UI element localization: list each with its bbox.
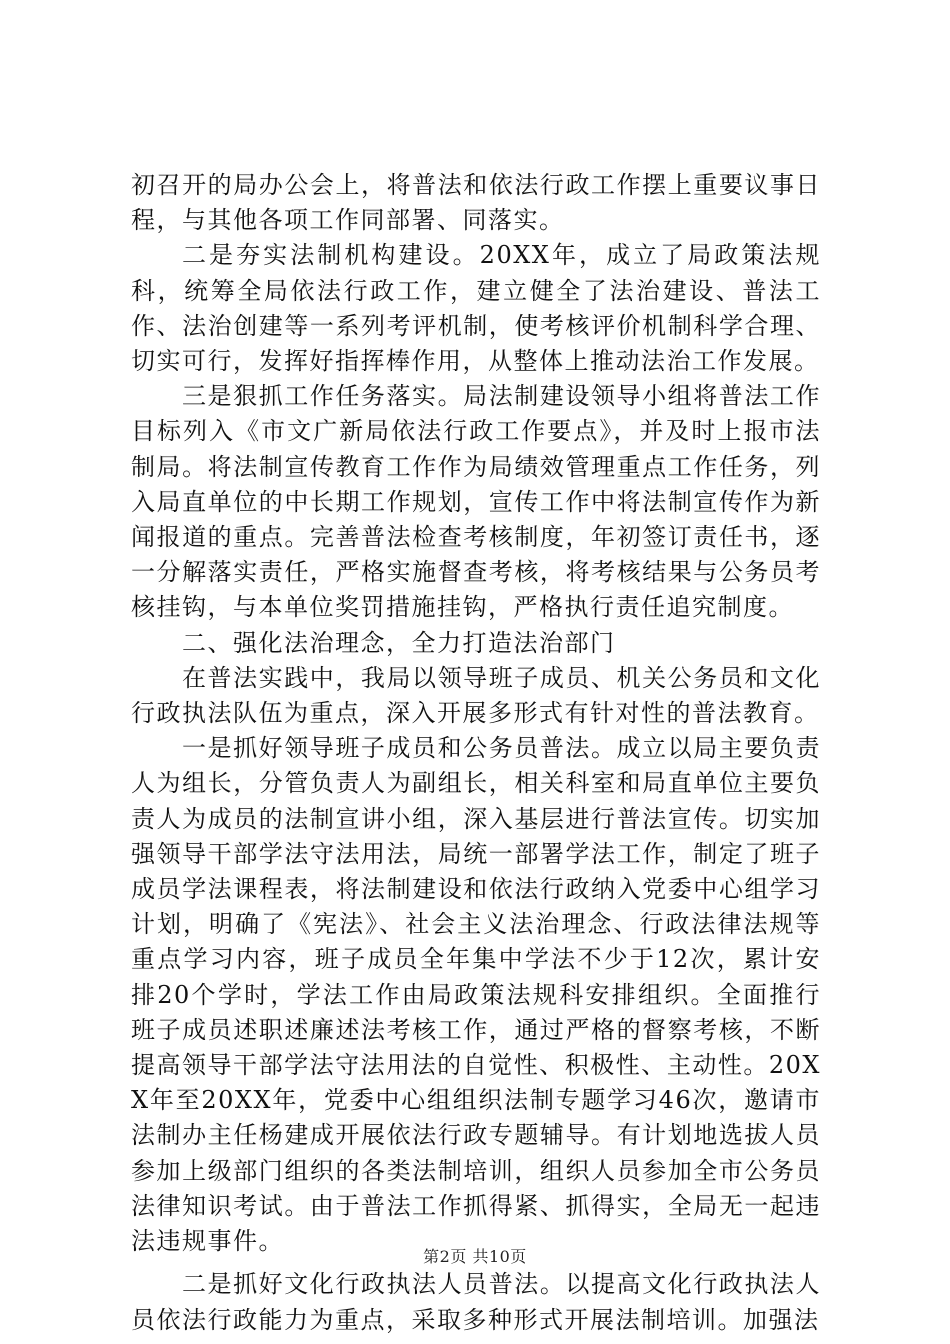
section-heading: 二、强化法治理念，全力打造法治部门 bbox=[182, 628, 616, 657]
paragraph-practice-intro: 在普法实践中，我局以领导班子成员、机关公务员和文化行政执法队伍为重点，深入开展多形式有针对性的普法教育。 bbox=[131, 663, 821, 728]
paragraph-legal-institution: 二是夯实法制机构建设。20XX年，成立了局政策法规科，统筹全局依法行政工作，建立健全了法治建设、普法工作、法治创建等一系列考评机制，使考核评价机制科学合理、切实可行，发挥好指挥棒作用，从整体上推动法治工作发展。 bbox=[131, 241, 821, 376]
paragraph-leadership-education: 一是抓好领导班子成员和公务员普法。成立以局主要负责人为组长，分管负责人为副组长，相关科室和局直单位主要负责人为成员的法制宣讲小组，深入基层进行普法宣传。切实加强领导干部学法守法用法，局统一部署学法工作，制定了班子成员学法课程表，将法制建设和依法行政纳入党委中心组学习计划，明确了《宪法》、社会主义法治理念、行政法律法规等重点学习内容，班子成员全年集中学法不少于12次，累计安排20个学时，学法工作由局政策法规科安排组织。全面推行班子成员述职述廉述法考核工作，通过严格的督察考核，不断提高领导干部学法守法用法的自觉性、积极性、主动性。20XX年至20XX年，党委中心组组织法制专题学习46次，邀请市法制办主任杨建成开展依法行政专题辅导。有计划地选拔人员参加上级部门组织的各类法制培训，组织人员参加全市公务员法律知识考试。由于普法工作抓得紧、抓得实，全局无一起违法违规事件。 bbox=[131, 734, 821, 1256]
paragraph-enforcement-education: 二是抓好文化行政执法人员普法。以提高文化行政执法人员依法行政能力为重点，采取多种形式开展法制培训。加强法 bbox=[131, 1270, 821, 1334]
document-body bbox=[131, 168, 821, 1338]
page-footer: 第2页 共10页 bbox=[423, 1247, 527, 1266]
paragraph-continuation: 初召开的局办公会上，将普法和依法行政工作摆上重要议事日程，与其他各项工作同部署、同落实。 bbox=[131, 171, 821, 235]
paragraph-task-implementation: 三是狠抓工作任务落实。局法制建设领导小组将普法工作目标列入《市文广新局依法行政工作要点》，并及时上报市法制局。将法制宣传教育工作作为局绩效管理重点工作任务，列入局直单位的中长期工作规划，宣传工作中将法制宣传作为新闻报道的重点。完善普法检查考核制度，年初签订责任书，逐一分解落实责任，严格实施督查考核，将考核结果与公务员考核挂钩，与本单位奖罚措施挂钩，严格执行责任追究制度。 bbox=[131, 382, 821, 622]
